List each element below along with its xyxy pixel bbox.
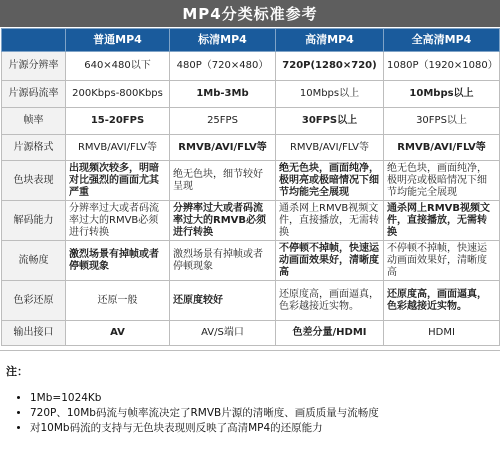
table-cell: 15-20FPS bbox=[66, 108, 170, 135]
table-cell: 640×480以下 bbox=[66, 52, 170, 81]
header-row bbox=[2, 29, 500, 52]
table-cell: 480P（720×480） bbox=[170, 52, 276, 81]
page-title: MP4分类标准参考 bbox=[0, 0, 500, 27]
table-cell: 激烈场景有掉帧或者停顿现象 bbox=[66, 241, 170, 281]
comparison-table bbox=[1, 28, 500, 346]
table-cell: 10Mbps以上 bbox=[384, 81, 500, 108]
notes-section bbox=[0, 350, 500, 465]
table-cell: RMVB/AVI/FLV等 bbox=[66, 135, 170, 161]
table-row bbox=[2, 81, 500, 108]
row-label: 片源分辨率 bbox=[2, 52, 66, 81]
table-cell: 绝无色块，画面纯净，极明亮或极暗情况下细节均能完全展现 bbox=[384, 161, 500, 201]
table-row bbox=[2, 281, 500, 321]
list-item: • 720P、10Mb码流与帧率流决定了RMVB片源的清晰度、画质质量与流畅度 bbox=[30, 406, 500, 421]
table-row bbox=[2, 135, 500, 161]
notes-list bbox=[8, 391, 500, 436]
table-cell: 还原度高，画面逼真，色彩越接近实物。 bbox=[276, 281, 384, 321]
table-row bbox=[2, 321, 500, 346]
row-label: 色块表现 bbox=[2, 161, 66, 201]
table-cell: 还原度较好 bbox=[170, 281, 276, 321]
table-cell: 不停顿不掉帧，快速运动画面效果好，清晰度高 bbox=[384, 241, 500, 281]
table-cell: 1080P（1920×1080） bbox=[384, 52, 500, 81]
table-cell: 出现频次较多，明暗对比强烈的画面尤其严重 bbox=[66, 161, 170, 201]
table-row bbox=[2, 161, 500, 201]
header-basic-mp4: 普通MP4 bbox=[66, 29, 170, 52]
table-cell: 200Kbps-800Kbps bbox=[66, 81, 170, 108]
table-cell: 还原度高，画面逼真，色彩越接近实物。 bbox=[384, 281, 500, 321]
header-hd-mp4: 高清MP4 bbox=[276, 29, 384, 52]
table-cell: AV bbox=[66, 321, 170, 346]
list-item: • 1Mb=1024Kb bbox=[30, 391, 500, 406]
table-row bbox=[2, 241, 500, 281]
list-item: • 对10Mb码流的支持与无色块表现则反映了高清MP4的还原能力 bbox=[30, 421, 500, 436]
table-cell: 激烈场景有掉帧或者停顿现象 bbox=[170, 241, 276, 281]
table-cell: 还原一般 bbox=[66, 281, 170, 321]
table-cell: 10Mbps以上 bbox=[276, 81, 384, 108]
header-corner bbox=[2, 29, 66, 52]
row-label: 流畅度 bbox=[2, 241, 66, 281]
table-cell: 30FPS以上 bbox=[384, 108, 500, 135]
table-row bbox=[2, 201, 500, 241]
row-label: 片源格式 bbox=[2, 135, 66, 161]
table-cell: 1Mb-3Mb bbox=[170, 81, 276, 108]
header-fullhd-mp4: 全高清MP4 bbox=[384, 29, 500, 52]
table-cell: 绝无色块，画面纯净，极明亮或极暗情况下细节均能完全展现 bbox=[276, 161, 384, 201]
table-cell: 720P(1280×720) bbox=[276, 52, 384, 81]
row-label: 解码能力 bbox=[2, 201, 66, 241]
table-row bbox=[2, 52, 500, 81]
row-label: 帧率 bbox=[2, 108, 66, 135]
table-cell: 25FPS bbox=[170, 108, 276, 135]
table-cell: RMVB/AVI/FLV等 bbox=[276, 135, 384, 161]
table-cell: RMVB/AVI/FLV等 bbox=[384, 135, 500, 161]
table-cell: 分辨率过大或者码流率过大的RMVB必须进行转换 bbox=[170, 201, 276, 241]
table-cell: AV/S端口 bbox=[170, 321, 276, 346]
header-sd-mp4: 标清MP4 bbox=[170, 29, 276, 52]
table-cell: HDMI bbox=[384, 321, 500, 346]
table-cell: RMVB/AVI/FLV等 bbox=[170, 135, 276, 161]
table-cell: 通杀网上RMVB视频文件，直接播放，无需转换 bbox=[384, 201, 500, 241]
table-cell: 绝无色块，细节较好呈现 bbox=[170, 161, 276, 201]
row-label: 色彩还原 bbox=[2, 281, 66, 321]
table-cell: 分辨率过大或者码流率过大的RMVB必须进行转换 bbox=[66, 201, 170, 241]
table-row bbox=[2, 108, 500, 135]
table-cell: 通杀网上RMVB视频文件，直接播放，无需转换 bbox=[276, 201, 384, 241]
row-label: 输出接口 bbox=[2, 321, 66, 346]
table-cell: 色差分量/HDMI bbox=[276, 321, 384, 346]
table-cell: 不停顿不掉帧，快速运动画面效果好，清晰度高 bbox=[276, 241, 384, 281]
table-cell: 30FPS以上 bbox=[276, 108, 384, 135]
row-label: 片源码流率 bbox=[2, 81, 66, 108]
notes-title: 注： bbox=[6, 365, 28, 378]
